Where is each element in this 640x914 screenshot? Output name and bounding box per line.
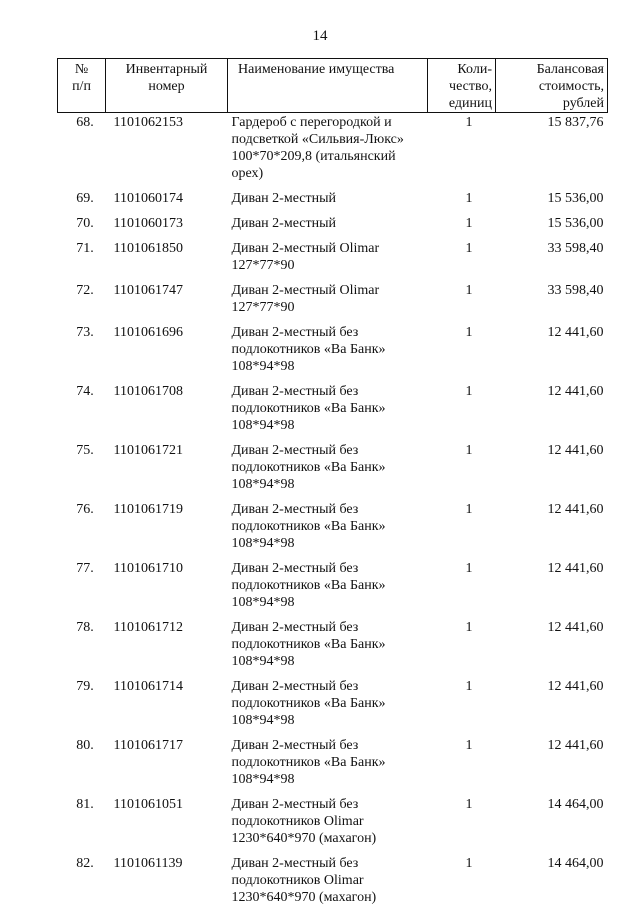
quantity: 1 xyxy=(428,678,496,737)
property-name-line: Диван 2-местный xyxy=(232,190,425,207)
quantity: 1 xyxy=(428,855,496,914)
balance-cost: 12 441,60 xyxy=(496,560,608,619)
property-name xyxy=(228,855,428,914)
balance-cost: 33 598,40 xyxy=(496,282,608,324)
property-name-line: подлокотников «Ва Банк» xyxy=(232,695,425,712)
inventory-number: 1101061721 xyxy=(106,442,228,501)
quantity: 1 xyxy=(428,113,496,191)
property-name xyxy=(228,619,428,678)
balance-cost: 15 536,00 xyxy=(496,215,608,240)
property-name xyxy=(228,796,428,855)
property-name-line: 108*94*98 xyxy=(232,535,425,552)
property-name xyxy=(228,560,428,619)
table-header-row xyxy=(58,59,608,113)
header-inventory-number: Инвентарный номер xyxy=(106,59,228,113)
table-row xyxy=(58,560,608,619)
property-name-line: Диван 2-местный без xyxy=(232,442,425,459)
property-name xyxy=(228,324,428,383)
property-name-line: 108*94*98 xyxy=(232,771,425,788)
inventory-number: 1101061710 xyxy=(106,560,228,619)
property-name-line: подлокотников «Ва Банк» xyxy=(232,459,425,476)
row-number: 75. xyxy=(58,442,106,501)
property-name xyxy=(228,737,428,796)
balance-cost: 12 441,60 xyxy=(496,442,608,501)
header-number: № п/п xyxy=(58,59,106,113)
quantity: 1 xyxy=(428,619,496,678)
table-row xyxy=(58,678,608,737)
inventory-number: 1101060173 xyxy=(106,215,228,240)
quantity: 1 xyxy=(428,190,496,215)
quantity: 1 xyxy=(428,282,496,324)
inventory-table xyxy=(57,58,608,914)
property-name-line: подсветкой «Сильвия-Люкс» xyxy=(232,131,425,148)
property-name-line: 108*94*98 xyxy=(232,594,425,611)
page-number: 14 xyxy=(0,28,640,45)
property-name-line: Диван 2-местный без xyxy=(232,678,425,695)
balance-cost: 33 598,40 xyxy=(496,240,608,282)
table-row xyxy=(58,324,608,383)
inventory-number: 1101061747 xyxy=(106,282,228,324)
inventory-number: 1101061708 xyxy=(106,383,228,442)
table-row xyxy=(58,855,608,914)
property-name-line: Диван 2-местный без xyxy=(232,501,425,518)
table-row xyxy=(58,190,608,215)
table-row xyxy=(58,796,608,855)
table-body xyxy=(58,113,608,914)
property-name xyxy=(228,215,428,240)
balance-cost: 14 464,00 xyxy=(496,796,608,855)
table-row xyxy=(58,619,608,678)
inventory-number: 1101061719 xyxy=(106,501,228,560)
row-number: 82. xyxy=(58,855,106,914)
property-name-line: 108*94*98 xyxy=(232,653,425,670)
property-name-line: Диван 2-местный без xyxy=(232,737,425,754)
property-name-line: подлокотников «Ва Банк» xyxy=(232,518,425,535)
property-name-line: подлокотников «Ва Банк» xyxy=(232,341,425,358)
inventory-number: 1101061714 xyxy=(106,678,228,737)
property-name-line: 100*70*209,8 (итальянский xyxy=(232,148,425,165)
property-name xyxy=(228,240,428,282)
table-row xyxy=(58,501,608,560)
balance-cost: 12 441,60 xyxy=(496,383,608,442)
property-name-line: Диван 2-местный без xyxy=(232,796,425,813)
table-row xyxy=(58,383,608,442)
quantity: 1 xyxy=(428,240,496,282)
balance-cost: 12 441,60 xyxy=(496,501,608,560)
property-name-line: Диван 2-местный без xyxy=(232,619,425,636)
property-name-line: 108*94*98 xyxy=(232,358,425,375)
inventory-number: 1101061051 xyxy=(106,796,228,855)
property-name-line: 127*77*90 xyxy=(232,257,425,274)
quantity: 1 xyxy=(428,324,496,383)
table-row xyxy=(58,282,608,324)
property-name-line: Диван 2-местный без xyxy=(232,383,425,400)
property-name-line: Диван 2-местный Olimar xyxy=(232,282,425,299)
quantity: 1 xyxy=(428,215,496,240)
header-property-name: Наименование имущества xyxy=(228,59,428,113)
row-number: 68. xyxy=(58,113,106,191)
table-row xyxy=(58,215,608,240)
property-name-line: 127*77*90 xyxy=(232,299,425,316)
property-name-line: подлокотников Olimar xyxy=(232,813,425,830)
property-name-line: подлокотников «Ва Банк» xyxy=(232,636,425,653)
property-name-line: подлокотников «Ва Банк» xyxy=(232,400,425,417)
property-name xyxy=(228,678,428,737)
property-name-line: 1230*640*970 (махагон) xyxy=(232,889,425,906)
row-number: 73. xyxy=(58,324,106,383)
property-name-line: подлокотников Olimar xyxy=(232,872,425,889)
quantity: 1 xyxy=(428,442,496,501)
row-number: 81. xyxy=(58,796,106,855)
property-name-line: Диван 2-местный без xyxy=(232,560,425,577)
quantity: 1 xyxy=(428,737,496,796)
balance-cost: 12 441,60 xyxy=(496,619,608,678)
row-number: 80. xyxy=(58,737,106,796)
balance-cost: 15 837,76 xyxy=(496,113,608,191)
table-row xyxy=(58,113,608,191)
inventory-number: 1101061850 xyxy=(106,240,228,282)
balance-cost: 12 441,60 xyxy=(496,678,608,737)
property-name xyxy=(228,190,428,215)
inventory-number: 1101062153 xyxy=(106,113,228,191)
property-name-line: Диван 2-местный без xyxy=(232,324,425,341)
header-balance-cost: Балансовая стоимость, рублей xyxy=(496,59,608,113)
property-name-line: Диван 2-местный xyxy=(232,215,425,232)
inventory-number: 1101061696 xyxy=(106,324,228,383)
row-number: 76. xyxy=(58,501,106,560)
property-name-line: орех) xyxy=(232,165,425,182)
property-name-line: 108*94*98 xyxy=(232,417,425,434)
inventory-number: 1101061139 xyxy=(106,855,228,914)
balance-cost: 12 441,60 xyxy=(496,737,608,796)
property-name-line: подлокотников «Ва Банк» xyxy=(232,754,425,771)
property-name xyxy=(228,113,428,191)
property-name-line: 108*94*98 xyxy=(232,476,425,493)
balance-cost: 14 464,00 xyxy=(496,855,608,914)
property-name-line: Гардероб с перегородкой и xyxy=(232,114,425,131)
table-row xyxy=(58,240,608,282)
row-number: 74. xyxy=(58,383,106,442)
property-name xyxy=(228,282,428,324)
property-name-line: 108*94*98 xyxy=(232,712,425,729)
property-name-line: Диван 2-местный Olimar xyxy=(232,240,425,257)
row-number: 78. xyxy=(58,619,106,678)
row-number: 72. xyxy=(58,282,106,324)
quantity: 1 xyxy=(428,501,496,560)
inventory-number: 1101061717 xyxy=(106,737,228,796)
header-quantity: Коли- чество, единиц xyxy=(428,59,496,113)
property-name-line: подлокотников «Ва Банк» xyxy=(232,577,425,594)
inventory-number: 1101060174 xyxy=(106,190,228,215)
quantity: 1 xyxy=(428,796,496,855)
quantity: 1 xyxy=(428,560,496,619)
property-name-line: Диван 2-местный без xyxy=(232,855,425,872)
row-number: 71. xyxy=(58,240,106,282)
table-row xyxy=(58,442,608,501)
property-name xyxy=(228,442,428,501)
inventory-number: 1101061712 xyxy=(106,619,228,678)
balance-cost: 12 441,60 xyxy=(496,324,608,383)
quantity: 1 xyxy=(428,383,496,442)
table-row xyxy=(58,737,608,796)
balance-cost: 15 536,00 xyxy=(496,190,608,215)
row-number: 77. xyxy=(58,560,106,619)
row-number: 79. xyxy=(58,678,106,737)
property-name xyxy=(228,383,428,442)
row-number: 69. xyxy=(58,190,106,215)
row-number: 70. xyxy=(58,215,106,240)
property-name-line: 1230*640*970 (махагон) xyxy=(232,830,425,847)
property-name xyxy=(228,501,428,560)
